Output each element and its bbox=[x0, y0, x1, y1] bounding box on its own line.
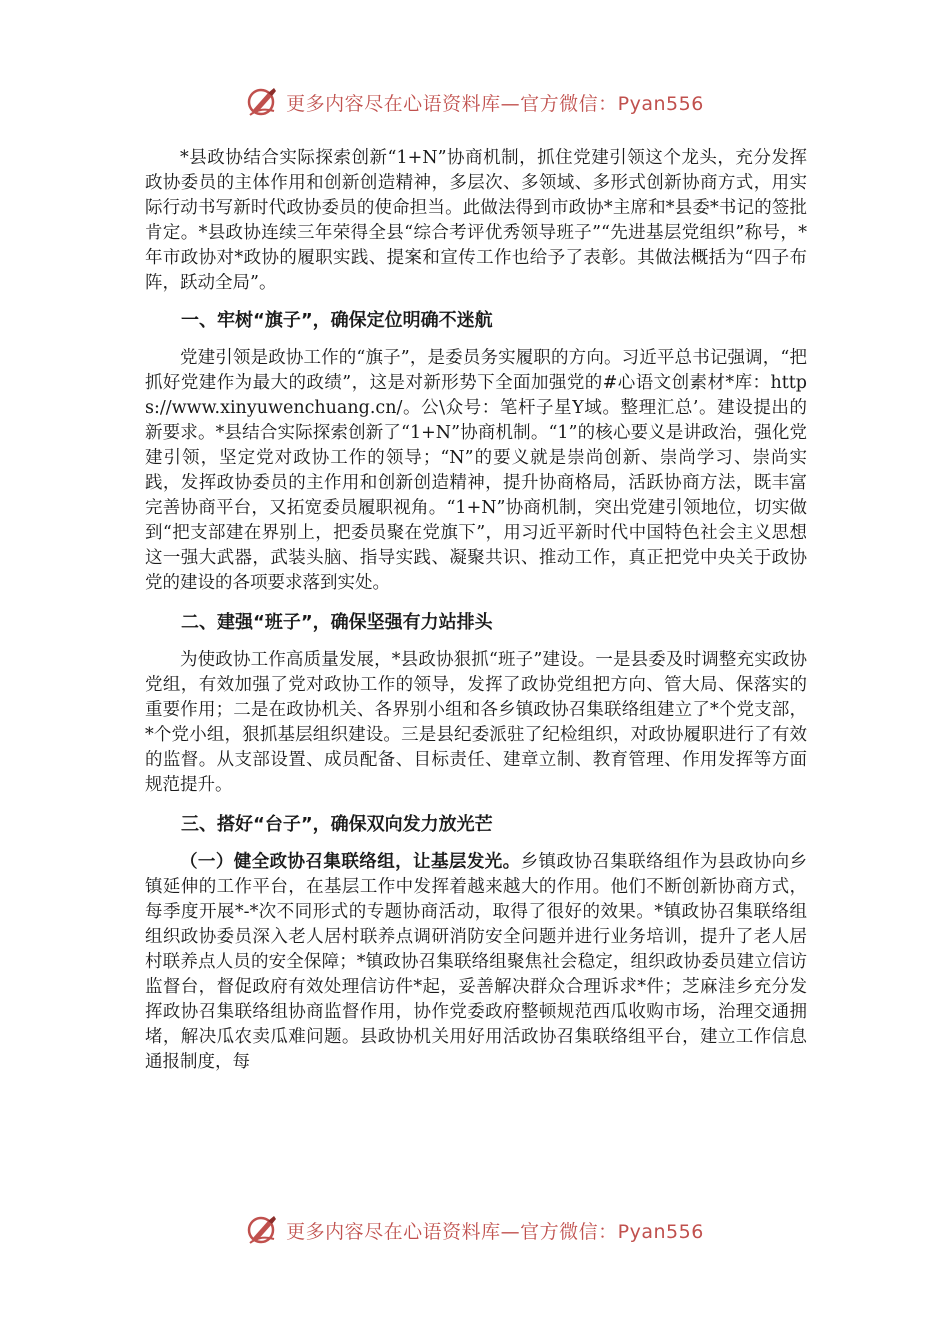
header-banner bbox=[0, 82, 950, 122]
section-1-heading: 一、牢树“旗子”，确保定位明确不迷航 bbox=[181, 310, 493, 331]
intro-paragraph: *县政协结合实际探索创新“1+N”协商机制，抓住党建引领这个龙头，充分发挥政协委员的主体作用和创新创造精神，多层次、多领域、多形式创新协商方式，用实际行动书写新时代政协委员的使命担当。此做法得到市政协*主席和*县委*书记的签批肯定。*县政协连续三年荣得全县“综合考评优秀领导班子”“先进基层党组织”称号，*年市政协对*政协的履职实践、提案和宣传工作也给予了表彰。其做法概括为“四子布阵，跃动全局”。 bbox=[145, 148, 807, 293]
banner-text: 更多内容尽在心语资料库—官方微信：Pyan556 bbox=[286, 1220, 704, 1243]
section-3-paragraph bbox=[145, 850, 807, 1075]
section-2-paragraph: 为使政协工作高质量发展，*县政协狠抓“班子”建设。一是县委及时调整充实政协党组，有效加强了党对政协工作的领导，发挥了政协党组把方向、管大局、保落实的重要作用；二是在政协机关、各界别小组和各乡镇政协召集联络组建立了*个党支部，*个党小组，狠抓基层组织建设。三是县纪委派驻了纪检组织，对政协履职进行了有效的监督。从支部设置、成员配备、目标责任、建章立制、教育管理、作用发挥等方面规范提升。 bbox=[145, 650, 807, 795]
subsection-1-lead: （一）健全政协召集联络组，让基层发光。 bbox=[180, 852, 521, 872]
banner-text: 更多内容尽在心语资料库—官方微信：Pyan556 bbox=[286, 92, 704, 115]
section-2-heading: 二、建强“班子”，确保坚强有力站排头 bbox=[181, 612, 493, 633]
footer-banner bbox=[0, 1210, 950, 1250]
subsection-1-text: 乡镇政协召集联络组作为县政协向乡镇延伸的工作平台，在基层工作中发挥着越来越大的作用。他们不断创新协商方式，每季度开展*-*次不同形式的专题协商活动，取得了很好的效果。*镇政协召集联络组组织政协委员深入老人居村联养点调研消防安全问题并进行业务培训，提升了老人居村联养点人员的安全保障；*镇政协召集联络组聚焦社会稳定，组织政协委员建立信访监督台，督促政府有效处理信访件*起，妥善解决群众合理诉求*件；芝麻洼乡充分发挥政协召集联络组协商监督作用，协作党委政府整顿规范西瓜收购市场，治理交通拥堵，解决瓜农卖瓜难问题。县政协机关用好用活政协召集联络组平台，建立工作信息通报制度，每 bbox=[145, 852, 808, 1072]
section-3-heading: 三、搭好“台子”，确保双向发力放光芒 bbox=[181, 814, 493, 835]
pen-logo-icon bbox=[246, 85, 280, 119]
section-1-paragraph: 党建引领是政协工作的“旗子”，是委员务实履职的方向。习近平总书记强调，“把抓好党建作为最大的政绩”，这是对新形势下全面加强党的#心语文创素材*库：https://www.xinyuwenchuang.cn/。公\众号：笔杆子星Y域。整理汇总’。建设提出的新要求。*县结合实际探索创新了“1+N”协商机制。“1”的核心要义是讲政治，强化党建引领，坚定党对政协工作的领导；“N”的要义就是崇尚创新、崇尚学习、崇尚实践，发挥政协委员的主作用和创新创造精神，提升协商格局，活跃协商方法，既丰富完善协商平台，又拓宽委员履职视角。“1+N”协商机制，突出党建引领地位，切实做到“把支部建在界别上，把委员聚在党旗下”，用习近平新时代中国特色社会主义思想这一强大武器，武装头脑、指导实践、凝聚共识、推动工作，真正把党中央关于政协党的建设的各项要求落到实处。 bbox=[145, 348, 807, 593]
pen-logo-icon bbox=[246, 1213, 280, 1247]
document-body bbox=[145, 146, 807, 1075]
